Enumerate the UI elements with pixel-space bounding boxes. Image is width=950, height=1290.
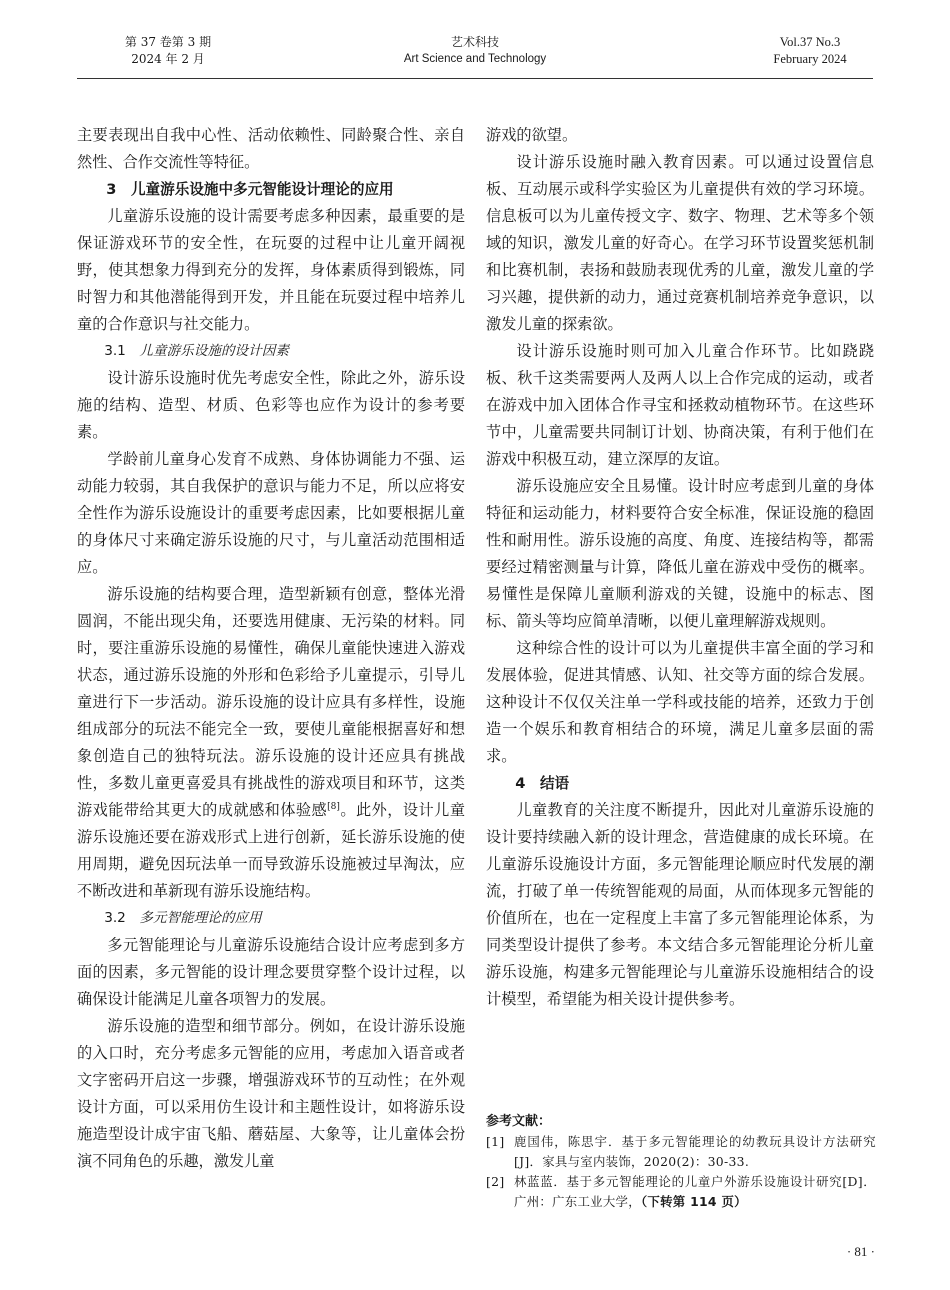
paragraph: 游乐设施应安全且易懂。设计时应考虑到儿童的身体特征和运动能力，材料要符合安全标准，保证设施的稳固性和耐用性。游乐设施的高度、角度、连接结构等，都需要经过精密测量与计算，降低儿童在游戏中受伤的概率。易懂性是保障儿童顺利游戏的关键，设施中的标志、图标、箭头等均应简单清晰，以便儿童理解游戏规则。 [486,477,874,630]
header-volume-cn: 第 37 卷第 3 期 [124,35,212,49]
section-title: 结语 [539,775,570,792]
paragraph: 主要表现出自我中心性、活动依赖性、同龄聚合性、亲自然性、合作交流性等特征。 [77,126,465,171]
reference-body [514,1172,876,1212]
reference-text: 鹿国伟，陈思宇．基于多元智能理论的幼教玩具设计方法研究[J]．家具与室内装饰，2020(2)：30-33. [514,1134,876,1169]
header-issue-en [750,34,870,68]
citation-mark: [8] [327,801,340,812]
paragraph: 这种综合性的设计可以为儿童提供丰富全面的学习和发展体验，促进其情感、认知、社交等方面的综合发展。这种设计不仅仅关注单一学科或技能的培养，还致力于创造一个娱乐和教育相结合的环境，满足儿童多层面的需求。 [486,639,874,765]
header-journal [330,34,620,68]
paragraph-text: 游乐设施的结构要合理，造型新颖有创意，整体光滑圆润，不能出现尖角，还要选用健康、无污染的材料。同时，要注重游乐设施的易懂性，确保儿童能快速进入游戏状态，通过游乐设施的外形和色彩给予儿童提示，引导儿童进行下一步活动。游乐设施的设计应具有多样性，设施组成部分的玩法不能完全一致，要使儿童能根据喜好和想象创造自己的独特玩法。游乐设施的设计还应具有挑战性，多数儿童更喜爱具有挑战性的游戏项目和环节，这类游戏能带给其更大的成就感和体验感 [77,585,465,819]
paragraph: 设计游乐设施时优先考虑安全性，除此之外，游乐设施的结构、造型、材质、色彩等也应作为设计的参考要素。 [77,369,465,441]
paragraph: 多元智能理论与儿童游乐设施结合设计应考虑到多方面的因素，多元智能的设计理念要贯穿整个设计过程，以确保设计能满足儿童各项智力的发展。 [77,936,465,1008]
subsection-heading-3-2 [77,905,465,932]
subsection-title: 多元智能理论的应用 [139,910,262,926]
right-column [486,122,874,1013]
paragraph: 儿童游乐设施的设计需要考虑多种因素，最重要的是保证游戏环节的安全性，在玩耍的过程中让儿童开阔视野，使其想象力得到充分的发挥，身体素质得到锻炼，同时智力和其他潜能得到开发，并且能在玩耍过程中培养儿童的合作意识与社交能力。 [77,207,465,333]
header-date-en: February 2024 [773,52,847,66]
subsection-number: 3.2 [104,910,126,926]
reference-number: [2] [486,1174,505,1189]
paragraph: 游乐设施的造型和细节部分。例如，在设计游乐设施的入口时，充分考虑多元智能的应用，考虑加入语音或者文字密码开启这一步骤，增强游戏环节的互动性；在外观设计方面，可以采用仿生设计和主题性设计，如将游乐设施造型设计成宇宙飞船、蘑菇屋、大象等，让儿童体会扮演不同角色的乐趣，激发儿童 [77,1017,465,1170]
left-column [77,122,465,1175]
subsection-title: 儿童游乐设施的设计因素 [139,343,289,359]
section-heading-3 [77,176,465,203]
header-issue [118,34,218,68]
continued-note: （下转第 114 页） [640,1194,747,1209]
references-title: 参考文献： [486,1114,552,1129]
reference-item [486,1172,876,1212]
section-number: 4 [515,775,526,792]
page-number: · 81 · [846,1244,875,1259]
paragraph: 设计游乐设施时则可加入儿童合作环节。比如跷跷板、秋千这类需要两人及两人以上合作完成的运动，或者在游戏中加入团体合作寻宝和拯救动植物环节。在这些环节中，儿童需要共同制订计划、协商决策，有利于他们在游戏中积极互动，建立深厚的友谊。 [486,342,874,468]
reference-item [486,1132,876,1172]
paragraph-text: 。此外，设计儿童游乐设施还要在游戏形式上进行创新，延长游乐设施的使用周期，避免因玩法单一而导致游乐设施被过早淘汰，应不断改进和革新现有游乐设施结构。 [77,801,466,900]
references [486,1112,876,1212]
paragraph: 儿童教育的关注度不断提升，因此对儿童游乐设施的设计要持续融入新的设计理念，营造健康的成长环境。在儿童游乐设施设计方面，多元智能理论顺应时代发展的潮流，打破了单一传统智能观的局面，从而体现多元智能的价值所在，也在一定程度上丰富了多元智能理论体系，为同类型设计提供了参考。本文结合多元智能理论分析儿童游乐设施，构建多元智能理论与儿童游乐设施相结合的设计模型，希望能为相关设计提供参考。 [486,801,874,1008]
section-title: 儿童游乐设施中多元智能设计理论的应用 [130,181,394,198]
subsection-heading-3-1 [77,338,465,365]
paragraph: 设计游乐设施时融入教育因素。可以通过设置信息板、互动展示或科学实验区为儿童提供有效的学习环境。信息板可以为儿童传授文字、数字、物理、艺术等多个领域的知识，激发儿童的好奇心。在学习环节设置奖惩机制和比赛机制，表扬和鼓励表现优秀的儿童，激发儿童的学习兴趣，提供新的动力，通过竞赛机制培养竞争意识，以激发儿童的探索欲。 [486,153,874,333]
reference-text: 林蓝蓝．基于多元智能理论的儿童户外游乐设施设计研究[D]．广州：广东工业大学， [514,1174,876,1209]
section-number: 3 [106,181,117,198]
journal-title-en: Art Science and Technology [403,53,547,65]
header-date-cn: 2024 年 2 月 [131,52,205,66]
paragraph: 学龄前儿童身心发育不成熟、身体协调能力不强、运动能力较弱，其自我保护的意识与能力不足，所以应将安全性作为游乐设施设计的重要考虑因素，比如要根据儿童的身体尺寸来确定游乐设施的尺寸，与儿童活动范围相适应。 [77,450,465,576]
header-rule [77,78,873,79]
section-heading-4 [486,770,874,797]
header-volume-en: Vol.37 No.3 [779,35,841,49]
reference-number: [1] [486,1134,505,1149]
subsection-number: 3.1 [104,343,126,359]
paragraph: 游戏的欲望。 [486,126,578,144]
journal-title-cn: 艺术科技 [450,35,499,49]
paragraph [77,581,465,905]
page-header [0,0,950,78]
